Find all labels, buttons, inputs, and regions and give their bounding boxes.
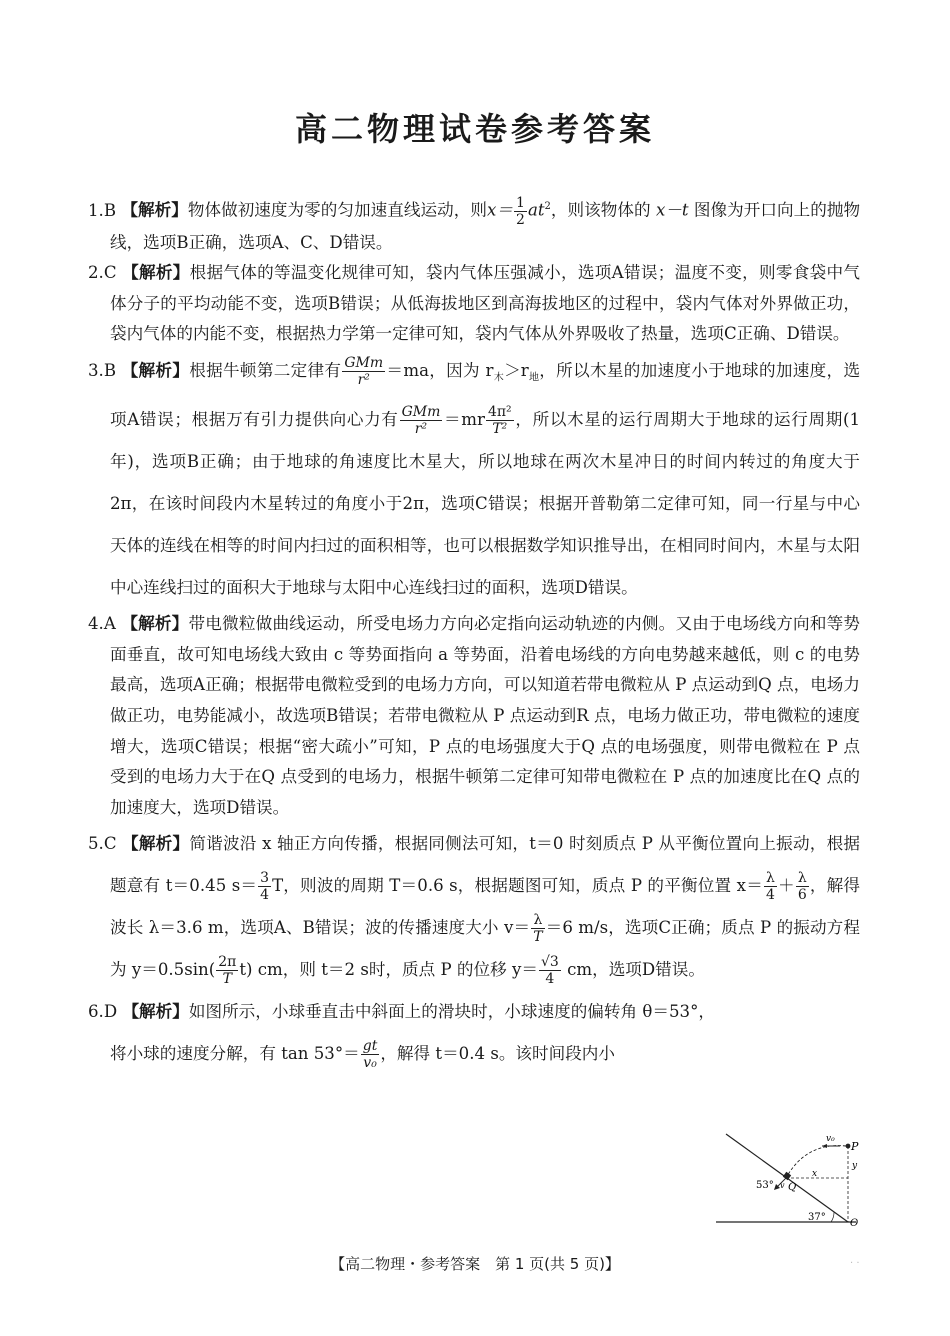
answer-4-number: 4.A: [88, 614, 116, 634]
x-label: x: [812, 1169, 818, 1179]
answer-3-number: 3.B: [88, 360, 117, 380]
fraction: $\frac{2\pi}{T}$: [218, 954, 237, 988]
answer-4: 4.A 【解析】带电微粒做曲线运动，所受电场力方向必定指向运动轨迹的内侧。又由于电场线方向和等势面垂直，故可知电场线大致由 c 等势面指向 a 等势面，沿着电场线的方向电势越来越低，则 c 的电势最高，选项A正确；根据带电微粒受到的电场力方向，可以知道若带电微粒从 P 点运动到Q 点，电场力做正功，电势能减小，故选项B错误；若带电微粒从 P 点运动到R 点，电场力做正功，带电微粒的速度增大，选项C错误；根据“密大疏小”可知，P 点的电场强度大于Q 点的电场强度，则带电微粒在 P 点受到的电场力大于在Q 点受到的电场力，根据牛顿第二定律可知带电微粒在 P 点的加速度比在Q 点的加速度大，选项D错误。: [88, 614, 861, 817]
fraction: $\frac{\lambda}{6}$: [797, 870, 807, 904]
fraction: $\frac{\text{GMm}}{\text{r²}}$: [401, 404, 441, 438]
angle-53-label: 53°: [756, 1180, 774, 1191]
q-label: Q: [788, 1182, 797, 1193]
p-label: P: [851, 1140, 859, 1153]
incline-projectile-figure: [716, 1128, 866, 1226]
angle-37-label: 37°: [808, 1212, 826, 1223]
fraction: $\frac{\lambda}{4}$: [765, 870, 775, 904]
answer-3: 3.B 【解析】根据牛顿第二定律有 $\frac{\text{GMm}}{\text{r²}}$ ＝ma，因为 $r_木>r_地$，所以木星的加速度小于地球的加速度，选项A错误；根据万有引力提供向心力有 $\frac{\text{GMm}}{\text{r²}}$ ＝mr $\frac{\text{4π²}}{\text{T²}}$ ，所以木星的运行周期大于地球的运行周期(1年)，选项B正确；由于地球的角速度比木星大，所以地球在两次木星冲日的时间内转过的角度大于2π，在该时间段内木星转过的角度小于2π，选项C错误；根据开普勒第二定律可知，同一行星与中心天体的连线在相等的时间内扫过的面积相等，也可以根据数学知识推导出，在相同时间内，木星与太阳中心连线扫过的面积大于地球与太阳中心连线扫过的面积，选项D错误。: [88, 354, 861, 598]
answer-1-number: 1.B: [88, 200, 117, 220]
v0-label: v₀: [826, 1134, 835, 1144]
fraction: $\frac{gt}{\text{v₀}}$: [362, 1038, 378, 1072]
page-title: 高二物理试卷参考答案: [294, 110, 655, 148]
answer-5: 5.C 【解析】简谐波沿 x 轴正方向传播，根据同侧法可知，t＝0 时刻质点 P 从平衡位置向上振动，根据题意有 t＝0.45 s＝ $\frac{3}{4}$ T，则波的周期 T＝0.6 s，根据题图可知，质点 P 的平衡位置 x＝ $\frac{\lambda}{4}$ ＋ $\frac{\lambda}{6}$ ，解得波长 λ＝3.6 m，选项A、B错误；波的传播速度大小 v＝ $\frac{\lambda}{T}$ ＝6 m/s，选项C正确；质点 P 的振动方程为 y＝0.5sin( $\frac{2\pi}{T}$ t) cm，则 t＝2 s时，质点 P 的位移 y＝ $\frac{√3}{4}$ cm，选项D错误。: [88, 834, 861, 988]
v-label: v: [780, 1181, 785, 1190]
fraction: $\frac{\text{4π²}}{\text{T²}}$: [487, 404, 512, 438]
fraction: $\frac{\text{GMm}}{\text{r²}}$: [344, 354, 384, 388]
answer-6: 6.D 【解析】如图所示，小球垂直击中斜面上的滑块时，小球速度的偏转角 θ＝53°，将小球的速度分解，有 tan 53°＝ $\frac{gt}{\text{v₀}}$ ，解得 t＝0.4 s。该时间段内小: [88, 1002, 716, 1072]
fraction: $\frac{√3}{4}$: [540, 954, 559, 988]
answer-5-number: 5.C: [88, 834, 117, 854]
fraction: $\frac{3}{4}$: [260, 870, 270, 904]
corner-mark: · ·: [850, 1258, 860, 1269]
o-label: O: [850, 1218, 859, 1226]
fraction: $\frac{1}{2}$: [516, 194, 525, 228]
y-label: y: [852, 1161, 858, 1171]
analysis-tag: 【解析】: [121, 200, 188, 220]
page-footer: 【高二物理・参考答案 第 1 页(共 5 页)】: [330, 1255, 620, 1273]
answer-1: 1.B 【解析】物体做初速度为零的匀加速直线运动，则x＝ $\frac{1}{2}$ $at^2$，则该物体的 x－t 图像为开口向上的抛物线，选项B正确，选项A、C、D错误。: [88, 194, 861, 252]
answer-6-number: 6.D: [88, 1002, 118, 1022]
fraction: $\frac{\lambda}{T}$: [533, 912, 543, 946]
answer-2-number: 2.C: [88, 263, 117, 283]
answer-2: 2.C 【解析】根据气体的等温变化规律可知，袋内气体压强减小，选项A错误；温度不变，则零食袋中气体分子的平均动能不变，选项B错误；从低海拔地区到高海拔地区的过程中，袋内气体对外界做正功，袋内气体的内能不变，根据热力学第一定律可知，袋内气体从外界吸收了热量，选项C正确、D错误。: [88, 263, 861, 344]
answer-list: [88, 192, 860, 1075]
